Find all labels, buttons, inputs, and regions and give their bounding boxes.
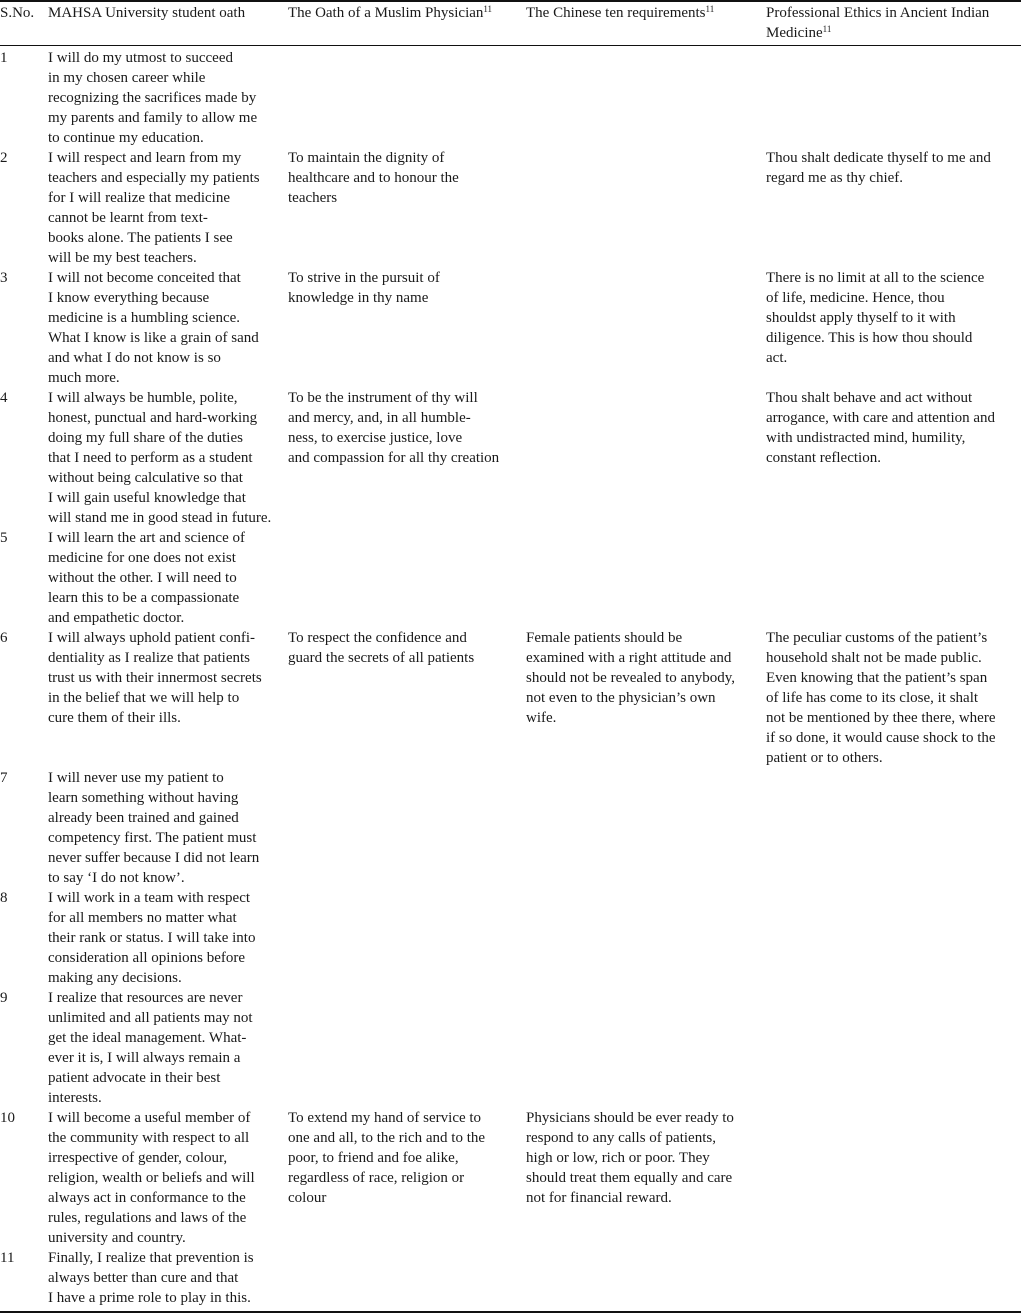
- cell-text-line: wife.: [526, 710, 557, 726]
- cell-text-line: To be the instrument of thy will: [288, 390, 478, 406]
- cell-text-line: I will never use my patient to: [48, 770, 224, 786]
- cell-sno: [0, 768, 44, 788]
- cell-text-line: for all members no matter what: [48, 910, 237, 926]
- cell-text-line: recognizing the sacrifices made by: [48, 90, 257, 106]
- header-indian: [766, 3, 1021, 43]
- cell-text-line: irrespective of gender, colour,: [48, 1150, 228, 1166]
- cell-sno: [0, 888, 44, 908]
- cell-sno: [0, 628, 44, 648]
- cell-muslim-oath: [288, 1108, 524, 1208]
- header-line: S.No.: [0, 5, 35, 21]
- cell-text-line: cannot be learnt from text-: [48, 210, 208, 226]
- header-line: [526, 3, 764, 23]
- cell-text-line: teachers: [288, 190, 338, 206]
- cell-text-line: Finally, I realize that prevention is: [48, 1250, 254, 1266]
- cell-text-line: religion, wealth or beliefs and will: [48, 1170, 255, 1186]
- cell-text-line: To maintain the dignity of: [288, 150, 445, 166]
- cell-text-line: Thou shalt dedicate thyself to me and: [766, 150, 991, 166]
- cell-text-line: and compassion for all thy creation: [288, 450, 500, 466]
- header-mahsa: [48, 3, 288, 23]
- cell-text-line: patient advocate in their best: [48, 1070, 221, 1086]
- header-muslim: [288, 3, 524, 23]
- cell-text-line: medicine is a humbling science.: [48, 310, 241, 326]
- row-number: 6: [0, 630, 8, 646]
- cell-mahsa-oath: [48, 1248, 288, 1308]
- cell-text-line: of life has come to its close, it shalt: [766, 690, 979, 706]
- cell-text-line: doing my full share of the duties: [48, 430, 243, 446]
- cell-mahsa-oath: [48, 48, 288, 148]
- cell-text-line: in the belief that we will help to: [48, 690, 240, 706]
- row-number: 11: [0, 1250, 15, 1266]
- cell-text-line: rules, regulations and laws of the: [48, 1210, 247, 1226]
- cell-chinese-requirements: [526, 1108, 764, 1208]
- cell-muslim-oath: [288, 628, 524, 668]
- cell-text-line: ness, to exercise justice, love: [288, 430, 463, 446]
- cell-text-line: will be my best teachers.: [48, 250, 197, 266]
- cell-text-line: interests.: [48, 1090, 102, 1106]
- row-number: 7: [0, 770, 8, 786]
- cell-mahsa-oath: [48, 1108, 288, 1248]
- cell-text-line: much more.: [48, 370, 120, 386]
- cell-text-line: not for financial reward.: [526, 1190, 672, 1206]
- cell-text-line: act.: [766, 350, 788, 366]
- cell-text-line: diligence. This is how thou should: [766, 330, 973, 346]
- cell-text-line: guard the secrets of all patients: [288, 650, 475, 666]
- cell-text-line: with undistracted mind, humility,: [766, 430, 966, 446]
- header-text: The Chinese ten requirements: [526, 5, 706, 21]
- cell-text-line: consideration all opinions before: [48, 950, 246, 966]
- cell-text-line: To respect the confidence and: [288, 630, 467, 646]
- header-sno: [0, 3, 44, 23]
- cell-text-line: get the ideal management. What-: [48, 1030, 247, 1046]
- row-number: 1: [0, 50, 8, 66]
- cell-text-line: cure them of their ills.: [48, 710, 181, 726]
- header-line: MAHSA University student oath: [48, 5, 246, 21]
- cell-indian-ethics: [766, 628, 1021, 768]
- cell-text-line: and mercy, and, in all humble-: [288, 410, 471, 426]
- cell-text-line: always act in conformance to the: [48, 1190, 246, 1206]
- cell-text-line: household shalt not be made public.: [766, 650, 982, 666]
- cell-text-line: that I need to perform as a student: [48, 450, 253, 466]
- cell-text-line: high or low, rich or poor. They: [526, 1150, 710, 1166]
- cell-text-line: not even to the physician’s own: [526, 690, 716, 706]
- cell-text-line: without the other. I will need to: [48, 570, 237, 586]
- cell-text-line: learn something without having: [48, 790, 239, 806]
- cell-text-line: Thou shalt behave and act without: [766, 390, 973, 406]
- cell-muslim-oath: [288, 148, 524, 208]
- cell-text-line: in my chosen career while: [48, 70, 206, 86]
- cell-text-line: unlimited and all patients may not: [48, 1010, 253, 1026]
- cell-text-line: not be mentioned by thee there, where: [766, 710, 996, 726]
- header-line: [766, 23, 1021, 43]
- row-number: 8: [0, 890, 8, 906]
- cell-text-line: without being calculative so that: [48, 470, 243, 486]
- row-number: 4: [0, 390, 8, 406]
- cell-mahsa-oath: [48, 388, 288, 528]
- cell-text-line: competency first. The patient must: [48, 830, 257, 846]
- cell-text-line: to say ‘I do not know’.: [48, 870, 185, 886]
- cell-text-line: I will always be humble, polite,: [48, 390, 238, 406]
- cell-text-line: if so done, it would cause shock to the: [766, 730, 996, 746]
- cell-text-line: The peculiar customs of the patient’s: [766, 630, 988, 646]
- cell-sno: [0, 1248, 44, 1268]
- cell-text-line: Female patients should be: [526, 630, 683, 646]
- cell-mahsa-oath: [48, 268, 288, 388]
- cell-sno: [0, 148, 44, 168]
- cell-text-line: learn this to be a compassionate: [48, 590, 240, 606]
- cell-text-line: To extend my hand of service to: [288, 1110, 482, 1126]
- cell-text-line: never suffer because I did not learn: [48, 850, 260, 866]
- cell-text-line: the community with respect to all: [48, 1130, 250, 1146]
- cell-text-line: teachers and especially my patients: [48, 170, 260, 186]
- cell-text-line: To strive in the pursuit of: [288, 270, 440, 286]
- cell-mahsa-oath: [48, 988, 288, 1108]
- cell-text-line: I will respect and learn from my: [48, 150, 242, 166]
- cell-text-line: respond to any calls of patients,: [526, 1130, 716, 1146]
- cell-indian-ethics: [766, 388, 1021, 468]
- cell-text-line: I will learn the art and science of: [48, 530, 245, 546]
- cell-text-line: and empathetic doctor.: [48, 610, 185, 626]
- cell-text-line: I will not become conceited that: [48, 270, 241, 286]
- cell-text-line: of life, medicine. Hence, thou: [766, 290, 945, 306]
- cell-text-line: dentiality as I realize that patients: [48, 650, 251, 666]
- cell-text-line: books alone. The patients I see: [48, 230, 233, 246]
- cell-text-line: I will always uphold patient confi-: [48, 630, 256, 646]
- row-number: 10: [0, 1110, 15, 1126]
- cell-text-line: and what I do not know is so: [48, 350, 221, 366]
- cell-text-line: ever it is, I will always remain a: [48, 1050, 241, 1066]
- cell-text-line: should not be revealed to anybody,: [526, 670, 735, 686]
- cell-sno: [0, 48, 44, 68]
- cell-sno: [0, 1108, 44, 1128]
- cell-text-line: There is no limit at all to the science: [766, 270, 985, 286]
- cell-chinese-requirements: [526, 628, 764, 728]
- table-top-rule: [0, 0, 1021, 2]
- cell-sno: [0, 388, 44, 408]
- cell-muslim-oath: [288, 268, 524, 308]
- cell-text-line: I know everything because: [48, 290, 210, 306]
- cell-sno: [0, 268, 44, 288]
- cell-muslim-oath: [288, 388, 524, 468]
- cell-text-line: colour: [288, 1190, 327, 1206]
- cell-text-line: healthcare and to honour the: [288, 170, 459, 186]
- row-number: 2: [0, 150, 8, 166]
- cell-text-line: should treat them equally and care: [526, 1170, 733, 1186]
- header-line: Professional Ethics in Ancient Indian: [766, 5, 990, 21]
- cell-text-line: university and country.: [48, 1230, 186, 1246]
- cell-text-line: making any decisions.: [48, 970, 182, 986]
- cell-text-line: one and all, to the rich and to the: [288, 1130, 486, 1146]
- cell-text-line: Even knowing that the patient’s span: [766, 670, 988, 686]
- table-bottom-rule: [0, 1311, 1021, 1313]
- cell-sno: [0, 528, 44, 548]
- cell-text-line: I will gain useful knowledge that: [48, 490, 246, 506]
- cell-text-line: patient or to others.: [766, 750, 883, 766]
- cell-text-line: trust us with their innermost secrets: [48, 670, 262, 686]
- cell-text-line: regardless of race, religion or: [288, 1170, 465, 1186]
- cell-mahsa-oath: [48, 528, 288, 628]
- cell-text-line: I have a prime role to play in this.: [48, 1290, 251, 1306]
- cell-text-line: medicine for one does not exist: [48, 550, 236, 566]
- cell-text-line: arrogance, with care and attention and: [766, 410, 996, 426]
- row-number: 9: [0, 990, 8, 1006]
- cell-text-line: I will do my utmost to succeed: [48, 50, 233, 66]
- cell-text-line: will stand me in good stead in future.: [48, 510, 272, 526]
- cell-indian-ethics: [766, 268, 1021, 368]
- cell-text-line: for I will realize that medicine: [48, 190, 230, 206]
- cell-text-line: their rank or status. I will take into: [48, 930, 256, 946]
- cell-text-line: I will work in a team with respect: [48, 890, 251, 906]
- cell-text-line: poor, to friend and foe alike,: [288, 1150, 459, 1166]
- cell-text-line: shouldst apply thyself to it with: [766, 310, 956, 326]
- header-text: The Oath of a Muslim Physician: [288, 5, 484, 21]
- cell-text-line: to continue my education.: [48, 130, 204, 146]
- cell-indian-ethics: [766, 148, 1021, 188]
- cell-mahsa-oath: [48, 628, 288, 728]
- cell-text-line: constant reflection.: [766, 450, 881, 466]
- cell-text-line: I realize that resources are never: [48, 990, 243, 1006]
- cell-text-line: honest, punctual and hard-working: [48, 410, 258, 426]
- header-ref: 11: [822, 24, 832, 34]
- cell-text-line: already been trained and gained: [48, 810, 239, 826]
- cell-text-line: What I know is like a grain of sand: [48, 330, 259, 346]
- cell-sno: [0, 988, 44, 1008]
- header-line: [288, 3, 524, 23]
- header-rule: [0, 45, 1021, 46]
- cell-text-line: always better than cure and that: [48, 1270, 239, 1286]
- header-ref: 11: [705, 4, 715, 14]
- cell-text-line: knowledge in thy name: [288, 290, 429, 306]
- cell-mahsa-oath: [48, 888, 288, 988]
- header-text: Medicine: [766, 25, 823, 41]
- header-ref: 11: [483, 4, 493, 14]
- cell-text-line: I will become a useful member of: [48, 1110, 251, 1126]
- cell-text-line: regard me as thy chief.: [766, 170, 904, 186]
- cell-text-line: examined with a right attitude and: [526, 650, 732, 666]
- row-number: 3: [0, 270, 8, 286]
- cell-text-line: Physicians should be ever ready to: [526, 1110, 734, 1126]
- cell-mahsa-oath: [48, 148, 288, 268]
- cell-mahsa-oath: [48, 768, 288, 888]
- cell-text-line: my parents and family to allow me: [48, 110, 258, 126]
- row-number: 5: [0, 530, 8, 546]
- header-chinese: [526, 3, 764, 23]
